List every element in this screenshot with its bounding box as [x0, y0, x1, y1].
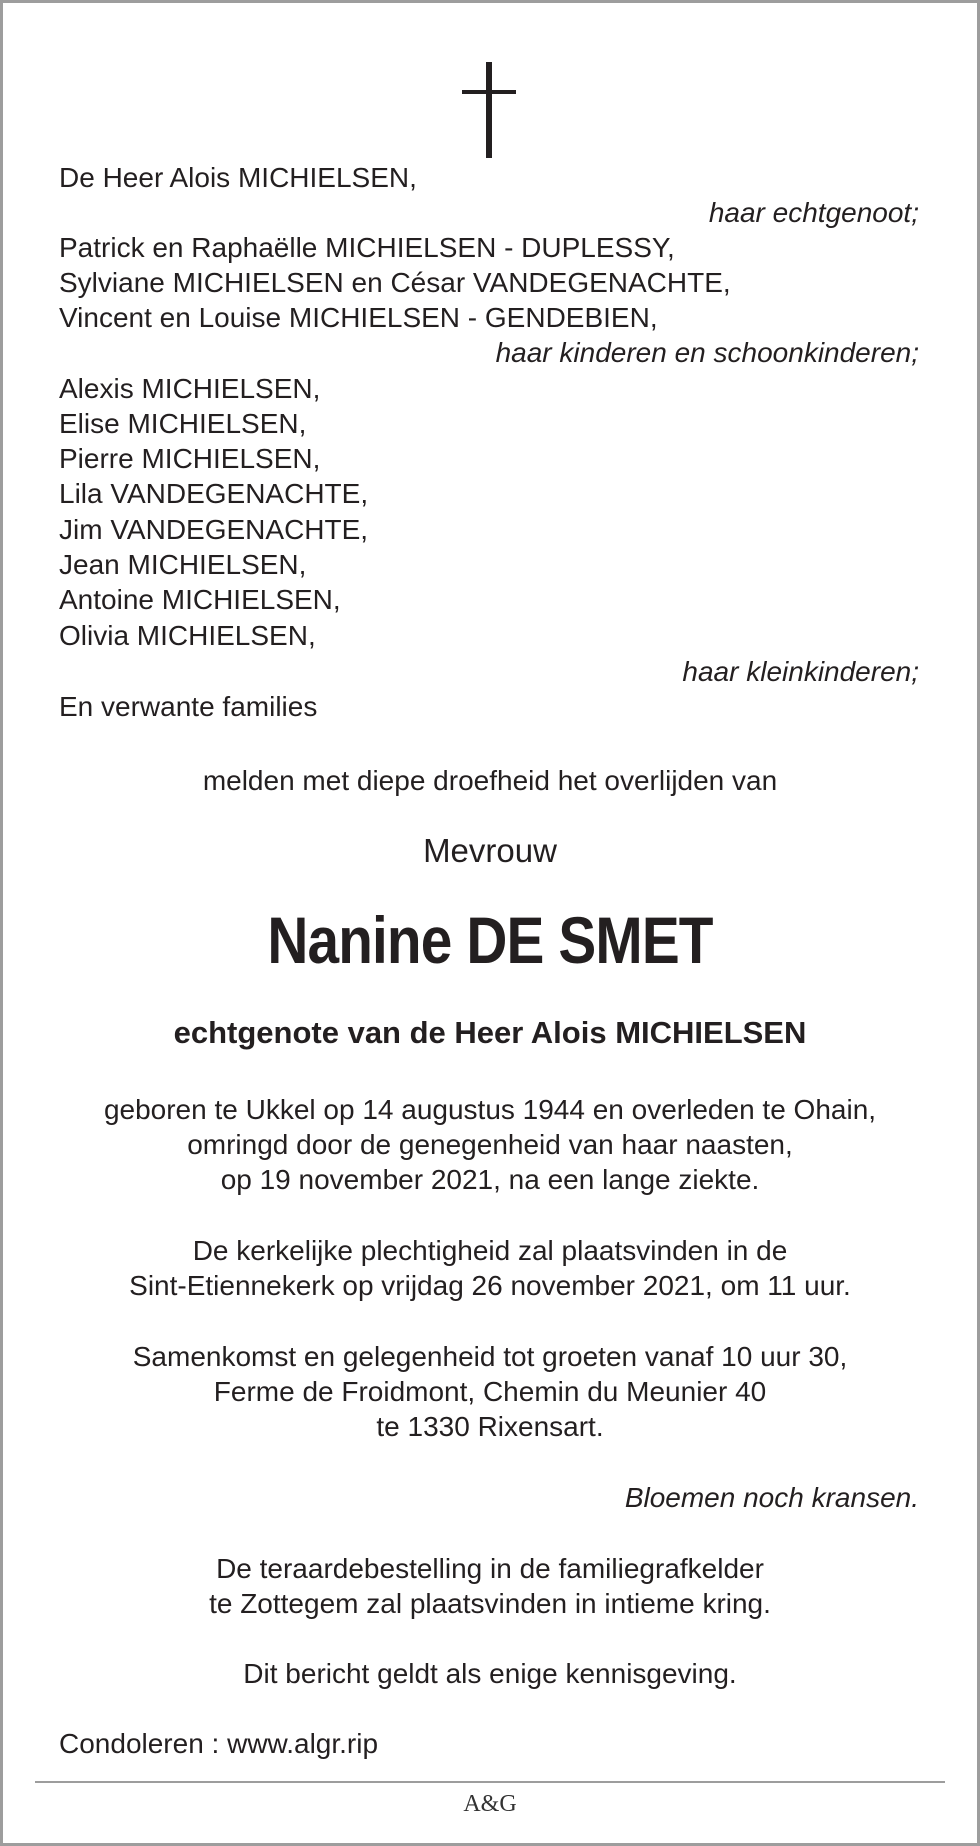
condolences-link[interactable]: Condoleren : www.algr.rip: [59, 1728, 379, 1759]
child-line: Patrick en Raphaëlle MICHIELSEN - DUPLESSY,: [59, 232, 675, 263]
grandchild-line: Antoine MICHIELSEN,: [59, 584, 341, 615]
families-line: En verwante families: [59, 691, 318, 722]
gathering-line: Ferme de Froidmont, Chemin du Meunier 40: [213, 1376, 767, 1407]
burial-line: te Zottegem zal plaatsvinden in intieme kring.: [209, 1588, 771, 1619]
gathering-line: te 1330 Rixensart.: [376, 1411, 604, 1442]
footer-logo: A&G: [463, 1791, 517, 1817]
title-line: Mevrouw: [423, 832, 557, 869]
gathering-line: Samenkomst en gelegenheid tot groeten vanaf 10 uur 30,: [132, 1341, 848, 1372]
birth-death-line: omringd door de genegenheid van haar naasten,: [187, 1129, 793, 1160]
burial-line: De teraardebestelling in de familiegrafkelder: [216, 1553, 764, 1584]
ceremony-line: De kerkelijke plechtigheid zal plaatsvinden in de: [192, 1235, 788, 1266]
spouse-name: De Heer Alois MICHIELSEN,: [59, 162, 417, 193]
ceremony-line: Sint-Etiennekerk op vrijdag 26 november 2021, om 11 uur.: [129, 1270, 851, 1301]
spouse-role: haar echtgenoot;: [708, 197, 919, 228]
grandchild-line: Pierre MICHIELSEN,: [59, 443, 321, 474]
notice-line: Dit bericht geldt als enige kennisgeving.: [243, 1658, 737, 1689]
birth-death-line: op 19 november 2021, na een lange ziekte.: [220, 1164, 760, 1195]
grandchild-line: Alexis MICHIELSEN,: [59, 373, 321, 404]
grandchild-line: Jim VANDEGENACHTE,: [59, 514, 369, 545]
children-role: haar kinderen en schoonkinderen;: [495, 337, 919, 368]
footer-divider: [35, 1781, 945, 1783]
grandchild-line: Lila VANDEGENACHTE,: [59, 478, 369, 509]
child-line: Sylviane MICHIELSEN en César VANDEGENACHTE,: [59, 267, 731, 298]
subtitle-line: echtgenote van de Heer Alois MICHIELSEN: [173, 1015, 807, 1050]
birth-death-line: geboren te Ukkel op 14 augustus 1944 en overleden te Ohain,: [103, 1094, 877, 1125]
grandchild-line: Jean MICHIELSEN,: [59, 549, 307, 580]
grandchild-line: Elise MICHIELSEN,: [59, 408, 307, 439]
flowers-line: Bloemen noch kransen.: [624, 1482, 919, 1513]
deceased-name: Nanine DE SMET: [267, 903, 713, 977]
child-line: Vincent en Louise MICHIELSEN - GENDEBIEN,: [59, 302, 658, 333]
grandchild-line: Olivia MICHIELSEN,: [59, 620, 316, 651]
grandchildren-role: haar kleinkinderen;: [682, 656, 919, 687]
announcement-line: melden met diepe droefheid het overlijden van: [202, 765, 778, 796]
cross-icon: [462, 62, 516, 158]
